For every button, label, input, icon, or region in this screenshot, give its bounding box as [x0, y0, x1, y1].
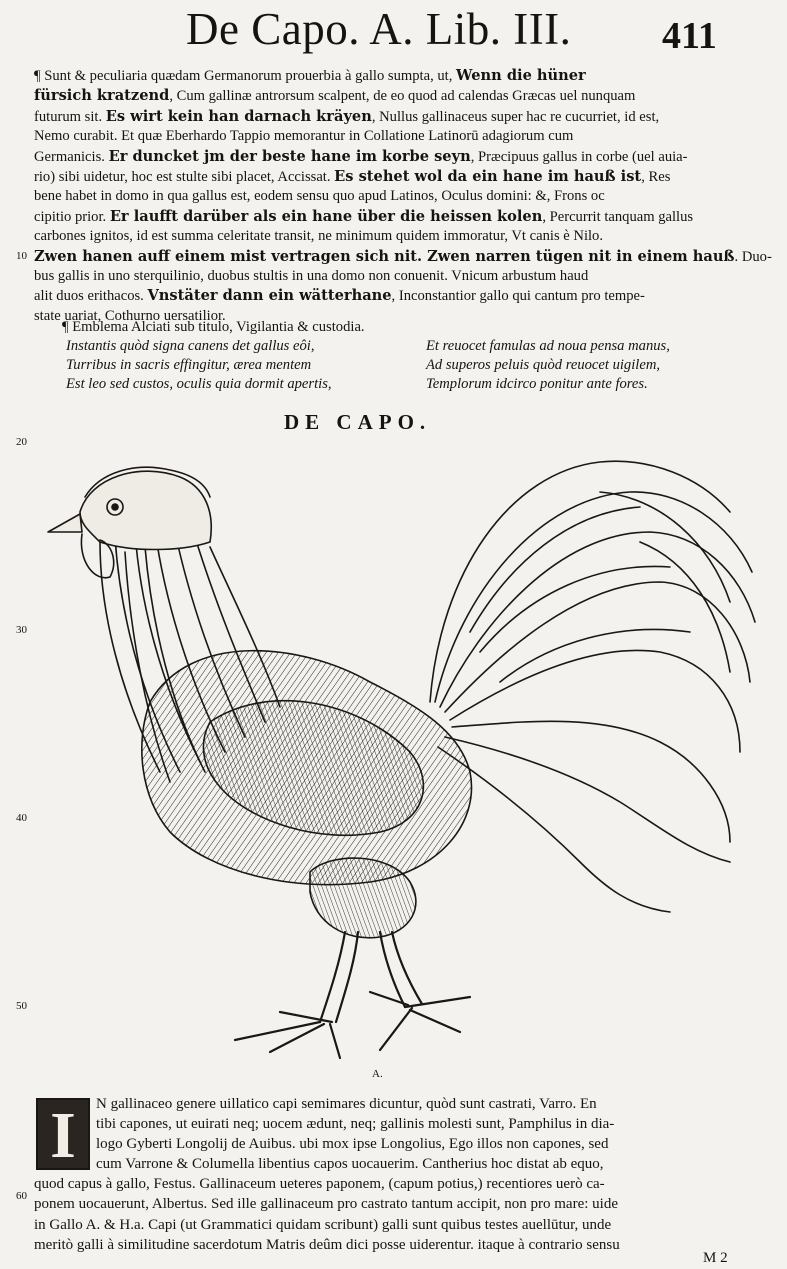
emblem-intro: ¶ Emblema Alciati sub titulo, Vigilantia & custodia.: [62, 319, 365, 335]
body-line: tibi capones, ut euirati neq; uocem ædunt, neq; gallinis molesti sunt, Pamphilus in dia-: [96, 1116, 615, 1133]
rooster-woodcut-figure: [40, 452, 780, 1062]
dropcap-initial: I: [36, 1098, 90, 1170]
german-proverb: Er laufft darüber als ein hane über die heissen kolen: [109, 207, 543, 225]
german-proverb: Es stehet wol da ein hane im hauß ist: [334, 168, 642, 186]
emblem-verse-left: Turribus in sacris effingitur, ærea mentem: [66, 357, 312, 373]
german-proverb: Er duncket jm der beste hane im korbe seyn: [108, 147, 471, 165]
margin-line-number: 20: [16, 436, 27, 448]
german-proverb: Zwen hanen auff einem mist vertragen sich nit. Zwen narren tügen nit in einem hauß: [34, 247, 735, 265]
text-line: Germanicis. Er duncket jm der beste hane im korbe seyn, Præcipuus gallus in corbe (uel auia-: [34, 147, 688, 165]
page-number: 411: [662, 15, 717, 57]
section-heading: DE CAPO.: [284, 410, 432, 434]
text-line: alit duos erithacos. Vnstäter dann ein wätterhane, Inconstantior gallo qui cantum pro tempe-: [34, 287, 645, 305]
rooster-legs: [235, 932, 470, 1058]
german-proverb: Vnstäter dann ein wätterhane: [147, 287, 392, 305]
body-line: meritò galli à similitudine sacerdotum Matris deûm dici posse uiderentur. itaque à contrario sensu: [34, 1236, 620, 1253]
proverbs-paragraph: [34, 66, 772, 326]
text-line: carbones ignitos, id est summa celeritate transit, ne minimum quidem immoratur, Vt canis è Nilo.: [34, 228, 603, 245]
german-proverb: fürsich kratzend: [34, 87, 170, 105]
german-proverb: Wenn die hüner: [456, 67, 586, 84]
page-title: De Capo. A. Lib. III.: [186, 4, 572, 54]
text-line: rio) sibi uidetur, hoc est stulte sibi placet, Accissat. Es stehet wol da ein hane im hauß ist, Res: [34, 168, 671, 186]
body-line: N gallinaceo genere uillatico capi semimares dicuntur, quòd sunt castrati, Varro. En: [96, 1096, 597, 1112]
text-line: bene habet in domo in qua gallus est, eodem sensu quo apud Latinos, Oculus domini: &, Frons oc: [34, 188, 605, 205]
body-line: quod capus à gallo, Festus. Gallinaceum ueteres paponem, (capum potius,) recentiores uerò ca-: [34, 1176, 605, 1193]
text-line: bus gallis in uno sterquilinio, duobus stultis in una domo non conuenit. Vnicum arbustum haud: [34, 268, 589, 285]
emblem-verse-right: Ad superos peluis quòd reuocet uigilem,: [426, 357, 661, 373]
text-line: ¶ Sunt & peculiaria quædam Germanorum prouerbia à gallo sumpta, ut, Wenn die hüner: [34, 67, 586, 84]
body-line: ponem uocauerunt, Albertus. Sed ille gallinaceum pro castrato tantum accipit, non pro mare: uide: [34, 1196, 618, 1213]
rooster-illustration: [40, 452, 780, 1062]
rooster-beak: [48, 514, 82, 532]
text-line: fürsich kratzend, Cum gallinæ antrorsum scalpent, de eo quod ad calendas Græcas uel nunquam: [34, 87, 636, 105]
signature-mark: M 2: [703, 1250, 728, 1266]
german-proverb: Es wirt kein han darnach kräyen: [105, 107, 372, 125]
rooster-head: [80, 471, 211, 549]
margin-line-number: 10: [16, 250, 27, 262]
text-line: state uariat, Cothurno uersatilior.: [34, 307, 226, 324]
text-line: cipitio prior. Er laufft darüber als ein hane über die heissen kolen, Percurrit tanquam gallus: [34, 207, 694, 225]
emblem-verse-left: Instantis quòd signa canens det gallus eôi,: [66, 338, 315, 354]
body-paragraph: [34, 1094, 739, 1255]
emblem-verse-right: Et reuocet famulas ad noua pensa manus,: [426, 338, 670, 354]
margin-line-number: 30: [16, 624, 27, 636]
figure-caption: A.: [372, 1068, 383, 1080]
text-line: futurum sit. Es wirt kein han darnach kräyen, Nullus gallinaceus super hac re cucurriet, id est,: [34, 107, 660, 125]
text-line: Zwen hanen auff einem mist vertragen sich nit. Zwen narren tügen nit in einem hauß. Duo-: [34, 247, 772, 265]
margin-line-number: 40: [16, 812, 27, 824]
margin-line-number: 60: [16, 1190, 27, 1202]
emblem-verse-left: Est leo sed custos, oculis quia dormit apertis,: [66, 376, 332, 392]
tail-feathers: [430, 461, 755, 912]
text-line: Nemo curabit. Et quæ Eberhardo Tappio memorantur in Collatione Latinorū adagiorum cum: [34, 128, 574, 145]
body-line: in Gallo A. & H.a. Capi (ut Grammatici quidam scribunt) galli sunt quibus testes auellūtur, unde: [34, 1216, 612, 1233]
margin-line-number: 50: [16, 1000, 27, 1012]
body-line: logo Gyberti Longolij de Auibus. ubi mox ipse Longolius, Ego illos non capones, sed: [96, 1136, 609, 1153]
emblem-verse-right: Templorum idcirco ponitur ante fores.: [426, 376, 648, 392]
body-line: cum Varrone & Columella libentius capos uocauerim. Cantherius hoc distat ab equo,: [96, 1156, 604, 1173]
